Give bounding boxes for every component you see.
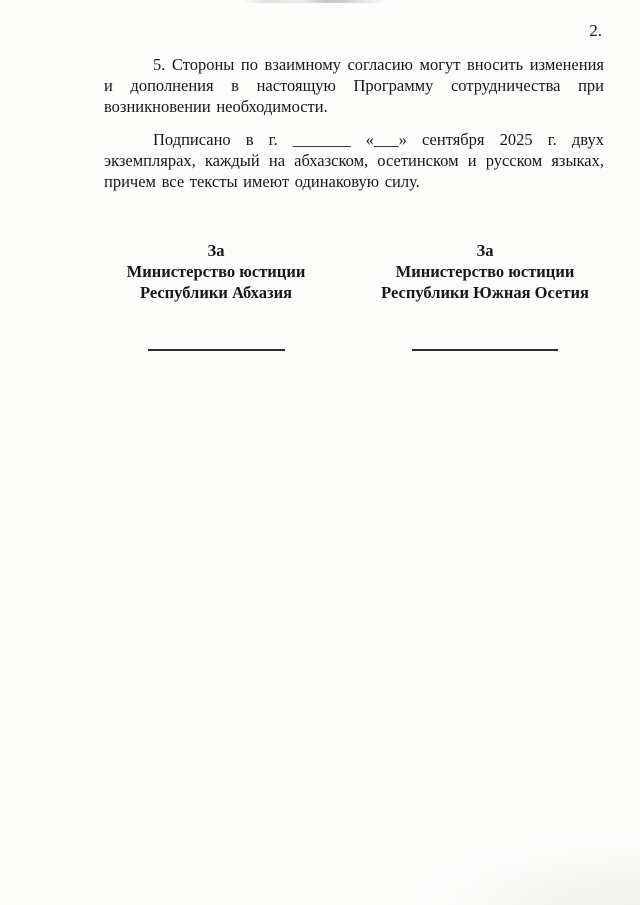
signature-block-abkhazia	[104, 240, 328, 351]
signature-line-abkhazia	[148, 349, 285, 351]
signature-organization: Министерство юстиции	[126, 262, 306, 281]
signature-for-label: За	[207, 241, 225, 260]
scan-artifact-bottom-corner	[410, 835, 640, 905]
signature-organization: Министерство юстиции	[395, 262, 575, 281]
signature-section	[104, 240, 604, 351]
paragraph-clause-5: 5. Стороны по взаимному согласию могут вносить изменения и дополнения в настоящую Программу сотрудничества при возникновении необходимости.	[104, 55, 604, 116]
document-body	[104, 54, 604, 192]
signature-country: Республики Абхазия	[139, 283, 293, 302]
signature-block-south-ossetia	[366, 240, 604, 351]
page-number: 2.	[589, 21, 602, 40]
scan-artifact-top-edge	[242, 0, 387, 3]
signature-line-south-ossetia	[412, 349, 558, 351]
signature-country: Республики Южная Осетия	[381, 283, 589, 302]
paragraph-signing-statement: Подписано в г. _______ «___» сентября 2025 г. двух экземплярах, каждый на абхазском, осетинском и русском языках, причем все тексты имеют одинаковую силу.	[104, 130, 604, 191]
signature-for-label: За	[476, 241, 494, 260]
